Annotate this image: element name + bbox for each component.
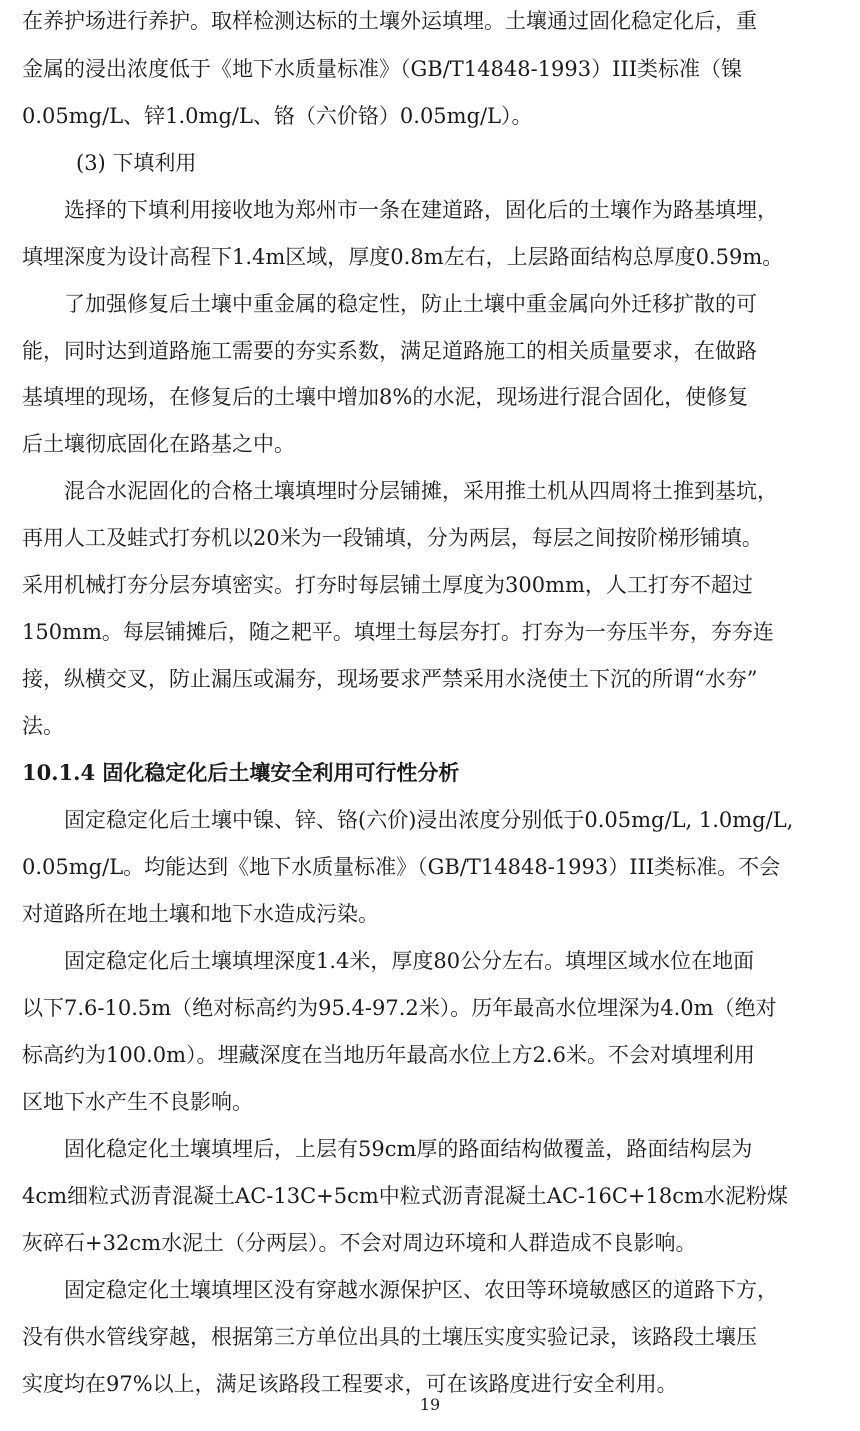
text-line: 灰碎石+32cm水泥土（分两层）。不会对周边环境和人群造成不良影响。 — [22, 1231, 697, 1255]
text-line: 以下7.6-10.5m（绝对标高约为95.4-97.2米）。历年最高水位埋深为4.0m（绝对 — [22, 996, 777, 1020]
text-line: 没有供水管线穿越，根据第三方单位出具的土壤压实度实验记录，该路段土壤压 — [22, 1325, 757, 1349]
text-line: 金属的浸出浓度低于《地下水质量标准》（GB/T14848-1993）III类标准（镍 — [22, 57, 743, 81]
text-line: 接，纵横交叉，防止漏压或漏夯，现场要求严禁采用水浇使土下沉的所谓“水夯” — [22, 667, 758, 691]
text-line: 了加强修复后土壤中重金属的稳定性，防止土壤中重金属向外迁移扩散的可 — [64, 292, 757, 316]
text-line: 固化稳定化土壤填埋后，上层有59cm厚的路面结构做覆盖，路面结构层为 — [64, 1137, 753, 1161]
page-number: 19 — [419, 1395, 441, 1414]
text-line: 采用机械打夯分层夯填密实。打夯时每层铺土厚度为300mm，人工打夯不超过 — [22, 573, 753, 597]
text-line: 固定稳定化后土壤中镍、锌、铬(六价)浸出浓度分别低于0.05mg/L, 1.0mg/L, — [64, 808, 794, 832]
subheading: (3) 下填利用 — [76, 151, 197, 175]
text-line: 填埋深度为设计高程下1.4m区域，厚度0.8m左右，上层路面结构总厚度0.59m。 — [22, 245, 784, 269]
text-line: 混合水泥固化的合格土壤填埋时分层铺摊，采用推土机从四周将土推到基坑， — [64, 479, 778, 503]
text-line: 0.05mg/L、锌1.0mg/L、铬（六价铬）0.05mg/L）。 — [22, 104, 533, 128]
text-line: 在养护场进行养护。取样检测达标的土壤外运填埋。土壤通过固化稳定化后，重 — [22, 9, 757, 33]
text-line: 0.05mg/L。均能达到《地下水质量标准》（GB/T14848-1993）III类标准。不会 — [22, 855, 781, 879]
text-line: 后土壤彻底固化在路基之中。 — [22, 432, 295, 456]
text-line: 法。 — [22, 714, 64, 738]
text-line: 选择的下填利用接收地为郑州市一条在建道路，固化后的土壤作为路基填埋， — [64, 198, 778, 222]
text-line: 区地下水产生不良影响。 — [22, 1090, 253, 1114]
text-line: 对道路所在地土壤和地下水造成污染。 — [22, 902, 379, 926]
text-line: 固定稳定化后土壤填埋深度1.4米，厚度80公分左右。填埋区域水位在地面 — [64, 949, 755, 973]
text-line: 4cm细粒式沥青混凝土AC-13C+5cm中粒式沥青混凝土AC-16C+18cm水泥粉煤 — [22, 1184, 788, 1208]
section-heading: 10.1.4 固化稳定化后土壤安全利用可行性分析 — [22, 760, 460, 785]
text-line: 150mm。每层铺摊后，随之耙平。填埋土每层夯打。打夯为一夯压半夯，夯夯连 — [22, 620, 774, 644]
text-line: 再用人工及蛙式打夯机以20米为一段铺填，分为两层，每层之间按阶梯形铺填。 — [22, 526, 763, 550]
text-line: 固定稳定化土壤填埋区没有穿越水源保护区、农田等环境敏感区的道路下方， — [64, 1278, 778, 1302]
text-line: 实度均在97%以上，满足该路段工程要求，可在该路度进行安全利用。 — [22, 1372, 678, 1396]
text-line: 能，同时达到道路施工需要的夯实系数，满足道路施工的相关质量要求，在做路 — [22, 339, 757, 363]
text-line: 基填埋的现场，在修复后的土壤中增加8%的水泥，现场进行混合固化，使修复 — [22, 385, 749, 409]
text-line: 标高约为100.0m）。埋藏深度在当地历年最高水位上方2.6米。不会对填埋利用 — [22, 1043, 755, 1067]
